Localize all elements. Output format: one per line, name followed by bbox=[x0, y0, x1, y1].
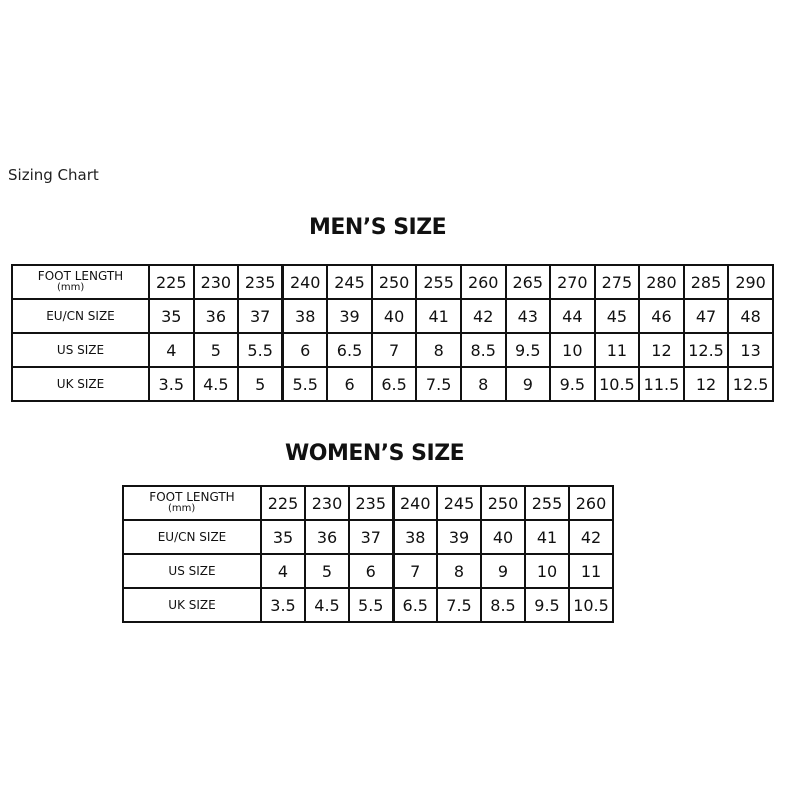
size-cell: 12.5 bbox=[728, 367, 773, 401]
table-row bbox=[123, 520, 613, 554]
size-cell: 35 bbox=[149, 299, 194, 333]
size-cell: 245 bbox=[437, 486, 481, 520]
size-cell: 5 bbox=[305, 554, 349, 588]
size-cell: 5.5 bbox=[349, 588, 393, 622]
size-cell: 8 bbox=[416, 333, 461, 367]
size-cell: 45 bbox=[595, 299, 640, 333]
size-cell: 36 bbox=[305, 520, 349, 554]
size-cell: 42 bbox=[461, 299, 506, 333]
row-label bbox=[123, 588, 261, 622]
size-cell: 10.5 bbox=[569, 588, 613, 622]
size-cell: 36 bbox=[194, 299, 239, 333]
row-label-text: EU/CN SIZE bbox=[157, 529, 227, 544]
size-cell: 7 bbox=[372, 333, 417, 367]
size-cell: 12 bbox=[684, 367, 729, 401]
row-label-text: EU/CN SIZE bbox=[46, 308, 115, 323]
size-cell: 9 bbox=[506, 367, 551, 401]
size-cell: 8 bbox=[437, 554, 481, 588]
size-cell: 3.5 bbox=[261, 588, 305, 622]
size-cell: 12.5 bbox=[684, 333, 729, 367]
size-cell: 4.5 bbox=[194, 367, 239, 401]
size-cell: 6.5 bbox=[393, 588, 437, 622]
size-cell: 11 bbox=[595, 333, 640, 367]
row-label-unit: (mm) bbox=[168, 503, 196, 514]
size-cell: 260 bbox=[569, 486, 613, 520]
size-cell: 7 bbox=[393, 554, 437, 588]
size-cell: 11.5 bbox=[639, 367, 684, 401]
size-cell: 260 bbox=[461, 265, 506, 299]
size-cell: 35 bbox=[261, 520, 305, 554]
womens-size-title: WOMEN’S SIZE bbox=[285, 441, 465, 466]
size-cell: 285 bbox=[684, 265, 729, 299]
mens-size-title: MEN’S SIZE bbox=[309, 215, 447, 240]
size-cell: 5.5 bbox=[283, 367, 328, 401]
row-label bbox=[123, 554, 261, 588]
size-cell: 39 bbox=[327, 299, 372, 333]
mens-size-rows bbox=[12, 265, 773, 401]
size-cell: 235 bbox=[238, 265, 283, 299]
size-cell: 42 bbox=[569, 520, 613, 554]
size-cell: 280 bbox=[639, 265, 684, 299]
womens-size-rows bbox=[123, 486, 613, 622]
row-label-unit: (mm) bbox=[57, 282, 85, 293]
size-cell: 48 bbox=[728, 299, 773, 333]
table-row bbox=[12, 367, 773, 401]
size-cell: 270 bbox=[550, 265, 595, 299]
row-label-text: UK SIZE bbox=[56, 376, 105, 391]
size-cell: 37 bbox=[349, 520, 393, 554]
row-label-text: FOOT LENGTH bbox=[149, 490, 235, 504]
size-cell: 10.5 bbox=[595, 367, 640, 401]
row-label bbox=[12, 367, 149, 401]
size-cell: 265 bbox=[506, 265, 551, 299]
size-cell: 250 bbox=[372, 265, 417, 299]
size-cell: 3.5 bbox=[149, 367, 194, 401]
size-cell: 41 bbox=[525, 520, 569, 554]
size-cell: 275 bbox=[595, 265, 640, 299]
size-cell: 7.5 bbox=[437, 588, 481, 622]
mens-size-table bbox=[11, 264, 774, 402]
size-cell: 40 bbox=[481, 520, 525, 554]
size-cell: 8.5 bbox=[461, 333, 506, 367]
size-cell: 13 bbox=[728, 333, 773, 367]
row-label bbox=[123, 520, 261, 554]
row-label-text: FOOT LENGTH bbox=[37, 269, 124, 283]
size-cell: 40 bbox=[372, 299, 417, 333]
table-row bbox=[12, 333, 773, 367]
size-cell: 4.5 bbox=[305, 588, 349, 622]
size-cell: 10 bbox=[525, 554, 569, 588]
size-cell: 235 bbox=[349, 486, 393, 520]
size-cell: 240 bbox=[393, 486, 437, 520]
table-row bbox=[123, 554, 613, 588]
size-cell: 6.5 bbox=[327, 333, 372, 367]
table-row bbox=[12, 265, 773, 299]
size-cell: 9.5 bbox=[550, 367, 595, 401]
size-cell: 4 bbox=[149, 333, 194, 367]
table-row bbox=[123, 588, 613, 622]
size-cell: 38 bbox=[283, 299, 328, 333]
row-label bbox=[12, 265, 149, 299]
row-label-text: US SIZE bbox=[168, 563, 216, 578]
size-cell: 255 bbox=[416, 265, 461, 299]
size-cell: 8.5 bbox=[481, 588, 525, 622]
row-label bbox=[123, 486, 261, 520]
row-label bbox=[12, 299, 149, 333]
table-row bbox=[123, 486, 613, 520]
size-cell: 8 bbox=[461, 367, 506, 401]
size-cell: 225 bbox=[149, 265, 194, 299]
size-cell: 37 bbox=[238, 299, 283, 333]
size-cell: 9.5 bbox=[525, 588, 569, 622]
size-cell: 5 bbox=[238, 367, 283, 401]
row-label-text: UK SIZE bbox=[168, 597, 216, 612]
size-cell: 10 bbox=[550, 333, 595, 367]
womens-size-table bbox=[122, 485, 614, 623]
size-cell: 43 bbox=[506, 299, 551, 333]
size-cell: 6 bbox=[327, 367, 372, 401]
row-label-text: US SIZE bbox=[56, 342, 105, 357]
size-cell: 240 bbox=[283, 265, 328, 299]
size-cell: 7.5 bbox=[416, 367, 461, 401]
size-cell: 38 bbox=[393, 520, 437, 554]
size-cell: 41 bbox=[416, 299, 461, 333]
table-row bbox=[12, 299, 773, 333]
size-cell: 290 bbox=[728, 265, 773, 299]
size-cell: 9.5 bbox=[506, 333, 551, 367]
size-cell: 225 bbox=[261, 486, 305, 520]
size-cell: 255 bbox=[525, 486, 569, 520]
size-cell: 4 bbox=[261, 554, 305, 588]
size-cell: 39 bbox=[437, 520, 481, 554]
size-cell: 250 bbox=[481, 486, 525, 520]
size-cell: 44 bbox=[550, 299, 595, 333]
size-cell: 47 bbox=[684, 299, 729, 333]
size-cell: 6 bbox=[283, 333, 328, 367]
size-cell: 6.5 bbox=[372, 367, 417, 401]
size-cell: 46 bbox=[639, 299, 684, 333]
size-cell: 6 bbox=[349, 554, 393, 588]
size-cell: 9 bbox=[481, 554, 525, 588]
size-cell: 12 bbox=[639, 333, 684, 367]
row-label bbox=[12, 333, 149, 367]
size-cell: 5 bbox=[194, 333, 239, 367]
size-cell: 5.5 bbox=[238, 333, 283, 367]
size-cell: 245 bbox=[327, 265, 372, 299]
size-cell: 230 bbox=[305, 486, 349, 520]
size-cell: 230 bbox=[194, 265, 239, 299]
sizing-chart-caption: Sizing Chart bbox=[8, 166, 99, 184]
size-cell: 11 bbox=[569, 554, 613, 588]
